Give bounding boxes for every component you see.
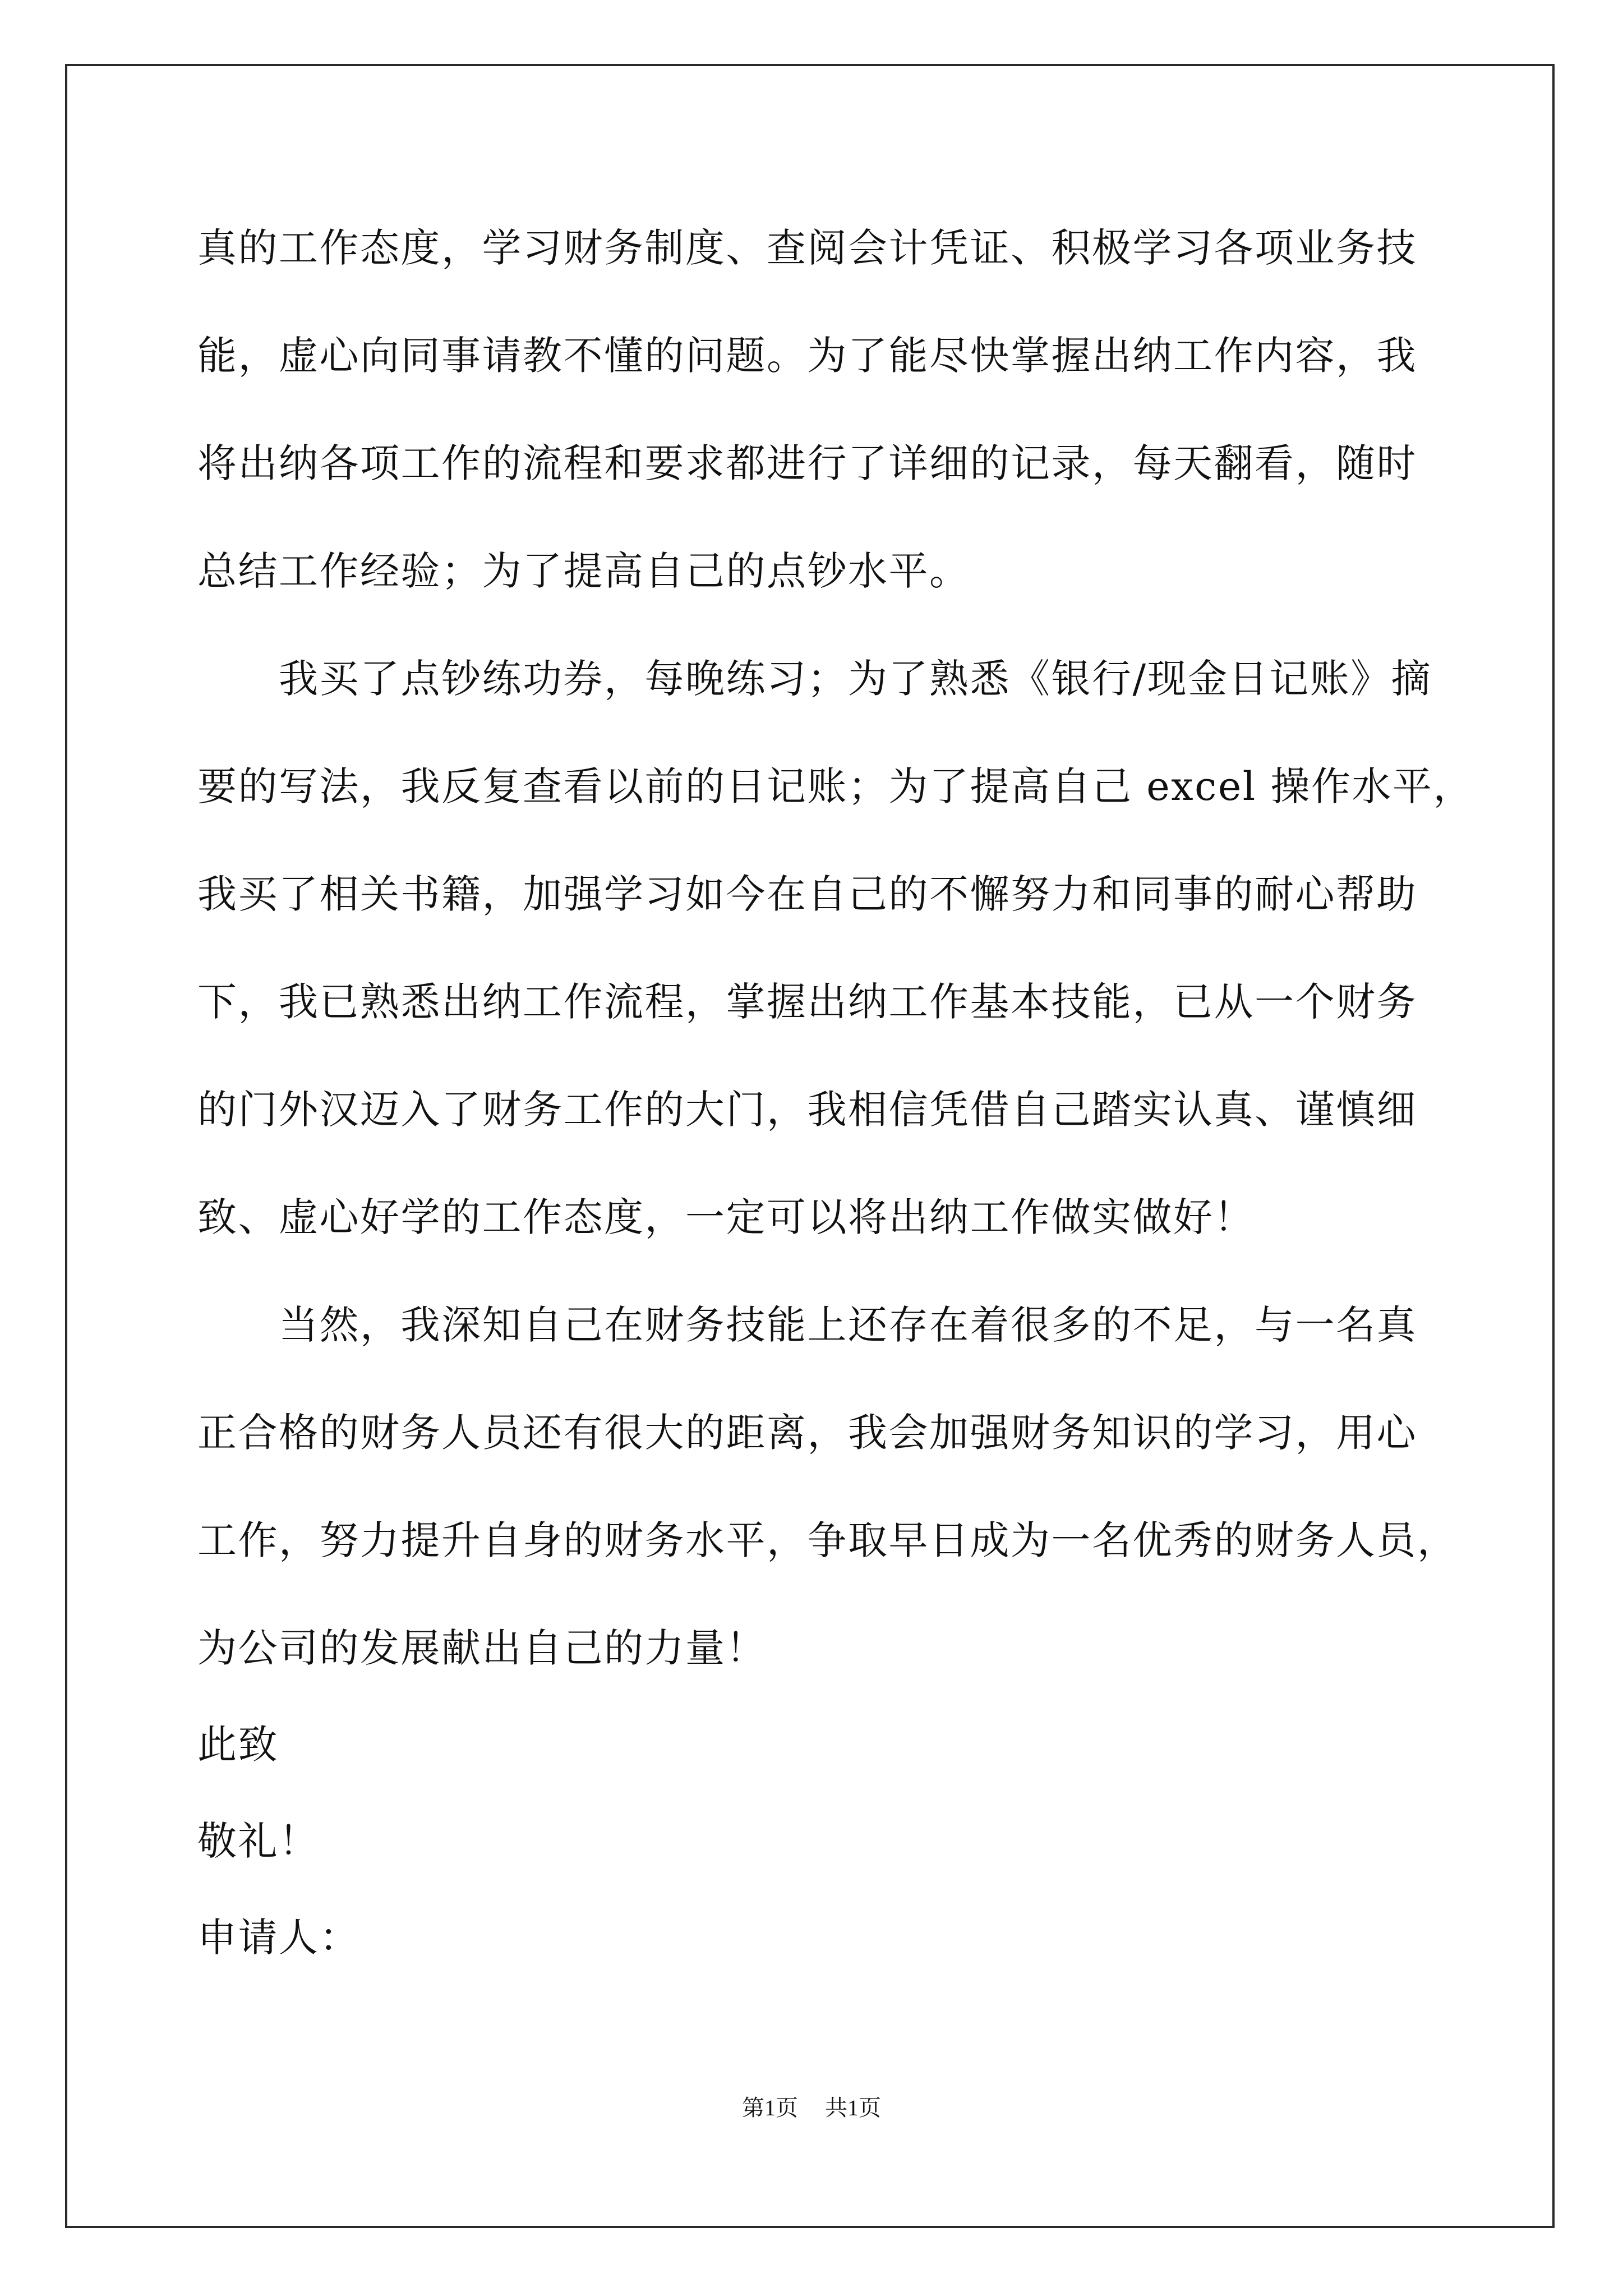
text-line: 将出纳各项工作的流程和要求都进行了详细的记录，每天翻看，随时 [197, 440, 1417, 486]
text-line: 工作，努力提升自身的财务水平，争取早日成为一名优秀的财务人员， [197, 1517, 1458, 1563]
page-number: 第1页 [742, 2095, 798, 2120]
text-line: 我买了点钞练功券，每晚练习；为了熟悉《银行/现金日记账》摘 [197, 656, 1432, 702]
text-line: 总结工作经验；为了提高自己的点钞水平。 [197, 548, 970, 594]
page-footer [0, 2092, 1623, 2124]
text-line: 要的写法，我反复查看以前的日记账；为了提高自己 excel 操作水平， [197, 763, 1474, 809]
text-line: 的门外汉迈入了财务工作的大门，我相信凭借自己踏实认真、谨慎细 [197, 1087, 1417, 1133]
text-line: 正合格的财务人员还有很大的距离，我会加强财务知识的学习，用心 [197, 1410, 1417, 1456]
text-line: 我买了相关书籍，加强学习如今在自己的不懈努力和同事的耐心帮助 [197, 871, 1417, 917]
closing-salutation: 此致 [197, 1722, 279, 1768]
closing-regards: 敬礼！ [197, 1818, 320, 1864]
text-line: 能，虚心向同事请教不懂的问题。为了能尽快掌握出纳工作内容，我 [197, 333, 1417, 379]
applicant-label: 申请人： [197, 1915, 360, 1961]
page-total: 共1页 [825, 2095, 881, 2120]
text-line: 真的工作态度，学习财务制度、查阅会计凭证、积极学习各项业务技 [197, 225, 1417, 271]
text-line: 致、虚心好学的工作态度，一定可以将出纳工作做实做好！ [197, 1194, 1255, 1240]
text-line: 当然，我深知自己在财务技能上还存在着很多的不足，与一名真 [197, 1302, 1417, 1348]
text-line: 下，我已熟悉出纳工作流程，掌握出纳工作基本技能，已从一个财务 [197, 979, 1417, 1025]
page-frame [65, 64, 1555, 2228]
text-line: 为公司的发展献出自己的力量！ [197, 1625, 767, 1671]
